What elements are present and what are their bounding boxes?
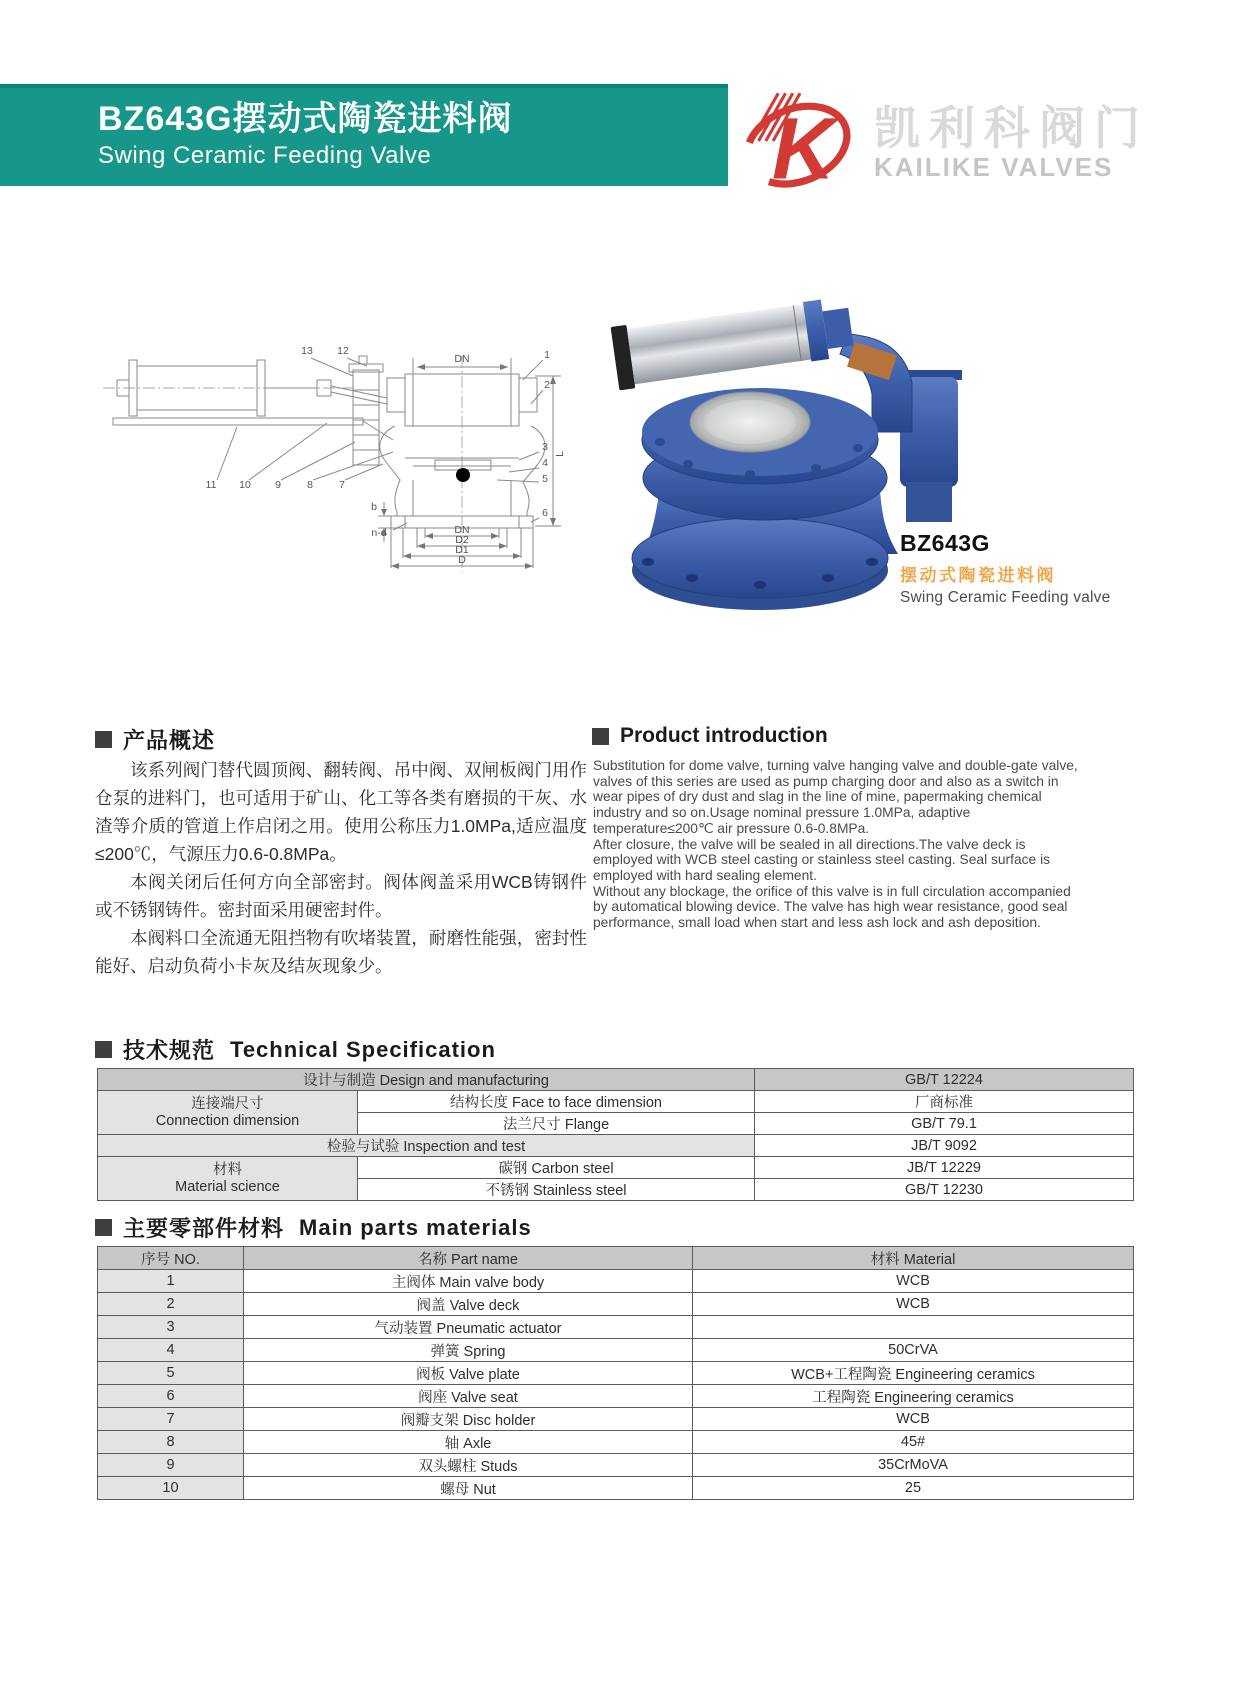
header-banner [0, 84, 728, 186]
parts-material: 50CrVA [693, 1339, 1134, 1362]
drawing-label-dn-top: DN [454, 353, 470, 365]
parts-no: 10 [98, 1477, 244, 1500]
parts-material: 35CrMoVA [693, 1454, 1134, 1477]
overview-paragraph: 本阀料口全流通无阻挡物有吹堵装置，耐磨性能强，密封性能好、启动负荷小卡灰及结灰现象少。 [95, 928, 587, 976]
spec-group-cell [98, 1091, 358, 1135]
table-row [98, 1454, 1134, 1477]
parts-name: 螺母 Nut [244, 1477, 693, 1500]
parts-material: WCB+工程陶瓷 Engineering ceramics [693, 1362, 1134, 1385]
drawing-label-1: 1 [544, 349, 550, 361]
drawing-label-d2: D2 [455, 534, 469, 546]
spec-cell: JB/T 12229 [755, 1157, 1134, 1179]
introduction-paragraph: Substitution for dome valve, turning valve hanging valve and double-gate valve, valves of this series are used as pump charging door and also as a switch in wear pipes of dry dust and slag in the line of mine, papermaking chemical industry and so on.Usage nominal pressure 1.0MPa, adaptive temperature≤200℃ air pressure 0.6-0.8MPa. [593, 758, 1078, 836]
spec-cell: GB/T 79.1 [755, 1113, 1134, 1135]
table-row [98, 1316, 1134, 1339]
spec-group-en: Connection dimension [155, 1112, 300, 1129]
overview-section-title [95, 724, 215, 755]
drawing-label-d1: D1 [455, 544, 469, 556]
section-bullet-icon [592, 728, 609, 745]
table-row [98, 1270, 1134, 1293]
drawing-label-2: 2 [544, 379, 550, 391]
spec-cell: GB/T 12230 [755, 1179, 1134, 1201]
parts-header-name: 名称 Part name [244, 1247, 693, 1270]
drawing-label-5: 5 [542, 473, 548, 485]
spec-group-zh: 连接端尺寸 [191, 1095, 264, 1112]
table-row [98, 1157, 1134, 1179]
drawing-label-13: 13 [301, 345, 313, 357]
parts-no: 7 [98, 1408, 244, 1431]
table-row [98, 1135, 1134, 1157]
table-header-row [98, 1247, 1134, 1270]
photo-caption [900, 530, 1220, 607]
brand-text [874, 103, 1149, 181]
parts-section-title [95, 1212, 532, 1243]
parts-material: WCB [693, 1408, 1134, 1431]
technical-drawing [95, 330, 585, 580]
spec-cell: GB/T 12224 [755, 1069, 1134, 1091]
introduction-text [593, 758, 1087, 931]
introduction-paragraph: After closure, the valve will be sealed in all directions.The valve deck is employed with WCB steel casting or stainless steel casting. Seal surface is employed with hard sealing element. [593, 836, 1051, 883]
parts-no: 2 [98, 1293, 244, 1316]
drawing-label-10: 10 [239, 479, 251, 491]
caption-zh: 摆动式陶瓷进料阀 [900, 566, 1056, 585]
table-row [98, 1339, 1134, 1362]
page-subtitle: Swing Ceramic Feeding Valve [98, 142, 432, 169]
parts-title-en: Main parts materials [299, 1214, 532, 1240]
spec-group-en: Material science [175, 1178, 280, 1195]
parts-table [97, 1246, 1134, 1500]
parts-material: WCB [693, 1270, 1134, 1293]
spec-cell: 厂商标准 [755, 1091, 1134, 1113]
section-bullet-icon [95, 1041, 112, 1058]
parts-material: WCB [693, 1293, 1134, 1316]
drawing-label-12: 12 [337, 345, 349, 357]
spec-group-cell [98, 1157, 358, 1201]
spec-cell: 结构长度 Face to face dimension [358, 1091, 755, 1113]
drawing-label-dn-bottom: DN [454, 524, 470, 536]
introduction-paragraph: Without any blockage, the orifice of this valve is in full circulation accompanied by automatical blowing device. The valve has high wear resistance, good seal performance, small load when start and less ash lock and ash deposition. [593, 883, 1071, 931]
model-number: BZ643G [900, 530, 990, 556]
drawing-label-nd: n-d [371, 527, 387, 539]
tech-spec-title-zh: 技术规范 [123, 1038, 216, 1063]
parts-no: 4 [98, 1339, 244, 1362]
overview-title-text: 产品概述 [123, 728, 216, 753]
brand-logo [730, 86, 1210, 198]
parts-name: 阀瓣支架 Disc holder [244, 1408, 693, 1431]
spec-cell: 检验与试验 Inspection and test [98, 1135, 755, 1157]
spec-cell: 法兰尺寸 Flange [358, 1113, 755, 1135]
table-row [98, 1477, 1134, 1500]
drawing-label-6: 6 [542, 507, 548, 519]
parts-no: 6 [98, 1385, 244, 1408]
drawing-label-d: D [458, 554, 466, 566]
spec-group-zh: 材料 [213, 1161, 242, 1178]
tech-spec-table [97, 1068, 1134, 1201]
table-row [98, 1408, 1134, 1431]
parts-name: 阀盖 Valve deck [244, 1293, 693, 1316]
section-bullet-icon [95, 731, 112, 748]
overview-paragraph: 该系列阀门替代圆顶阀、翻转阀、吊中阀、双闸板阀门用作仓泵的进料门，也可适用于矿山、化工等各类有磨损的干灰、水渣等介质的管道上作启闭之用。使用公称压力1.0MPa,适应温度≤200℃，气源压力0.6-0.8MPa。 [95, 760, 587, 864]
parts-material: 45# [693, 1431, 1134, 1454]
parts-no: 3 [98, 1316, 244, 1339]
spec-cell: 设计与制造 Design and manufacturing [98, 1069, 755, 1091]
parts-material: 25 [693, 1477, 1134, 1500]
table-row [98, 1293, 1134, 1316]
parts-header-material: 材料 Material [693, 1247, 1134, 1270]
parts-title-zh: 主要零部件材料 [123, 1216, 285, 1241]
page-title: BZ643G摆动式陶瓷进料阀 [98, 100, 513, 138]
drawing-label-11: 11 [205, 479, 217, 491]
parts-name: 阀板 Valve plate [244, 1362, 693, 1385]
spec-cell: 碳钢 Carbon steel [358, 1157, 755, 1179]
parts-name: 双头螺柱 Studs [244, 1454, 693, 1477]
drawing-label-3: 3 [542, 441, 548, 453]
parts-no: 5 [98, 1362, 244, 1385]
brand-name-en: KAILIKE VALVES [874, 152, 1114, 182]
brand-name-zh: 凯利科阀门 [874, 102, 1149, 154]
table-row [98, 1362, 1134, 1385]
parts-name: 阀座 Valve seat [244, 1385, 693, 1408]
overview-text [95, 756, 587, 980]
section-bullet-icon [95, 1219, 112, 1236]
drawing-label-9: 9 [275, 479, 281, 491]
drawing-label-8: 8 [307, 479, 313, 491]
parts-material [693, 1316, 1134, 1339]
caption-en: Swing Ceramic Feeding valve [900, 589, 1111, 606]
parts-header-no: 序号 NO. [98, 1247, 244, 1270]
table-row [98, 1091, 1134, 1113]
drawing-label-l: L [554, 451, 566, 457]
introduction-title-text: Product introduction [620, 724, 828, 747]
tech-spec-section-title [95, 1034, 496, 1065]
parts-name: 轴 Axle [244, 1431, 693, 1454]
parts-no: 8 [98, 1431, 244, 1454]
tech-spec-title-en: Technical Specification [230, 1036, 496, 1062]
table-row [98, 1385, 1134, 1408]
drawing-label-b: b [371, 501, 377, 513]
drawing-label-4: 4 [542, 457, 548, 469]
parts-no: 1 [98, 1270, 244, 1293]
drawing-label-7: 7 [339, 479, 345, 491]
parts-material: 工程陶瓷 Engineering ceramics [693, 1385, 1134, 1408]
table-row [98, 1069, 1134, 1091]
overview-paragraph: 本阀关闭后任何方向全部密封。阀体阀盖采用WCB铸钢件或不锈钢铸件。密封面采用硬密封件。 [95, 872, 587, 920]
spec-cell: 不锈钢 Stainless steel [358, 1179, 755, 1201]
parts-name: 弹簧 Spring [244, 1339, 693, 1362]
parts-no: 9 [98, 1454, 244, 1477]
brand-mark-icon [730, 87, 868, 197]
spec-cell: JB/T 9092 [755, 1135, 1134, 1157]
introduction-section-title [592, 724, 828, 748]
table-row [98, 1431, 1134, 1454]
logo-letter: K [772, 100, 835, 197]
parts-name: 气动装置 Pneumatic actuator [244, 1316, 693, 1339]
parts-name: 主阀体 Main valve body [244, 1270, 693, 1293]
